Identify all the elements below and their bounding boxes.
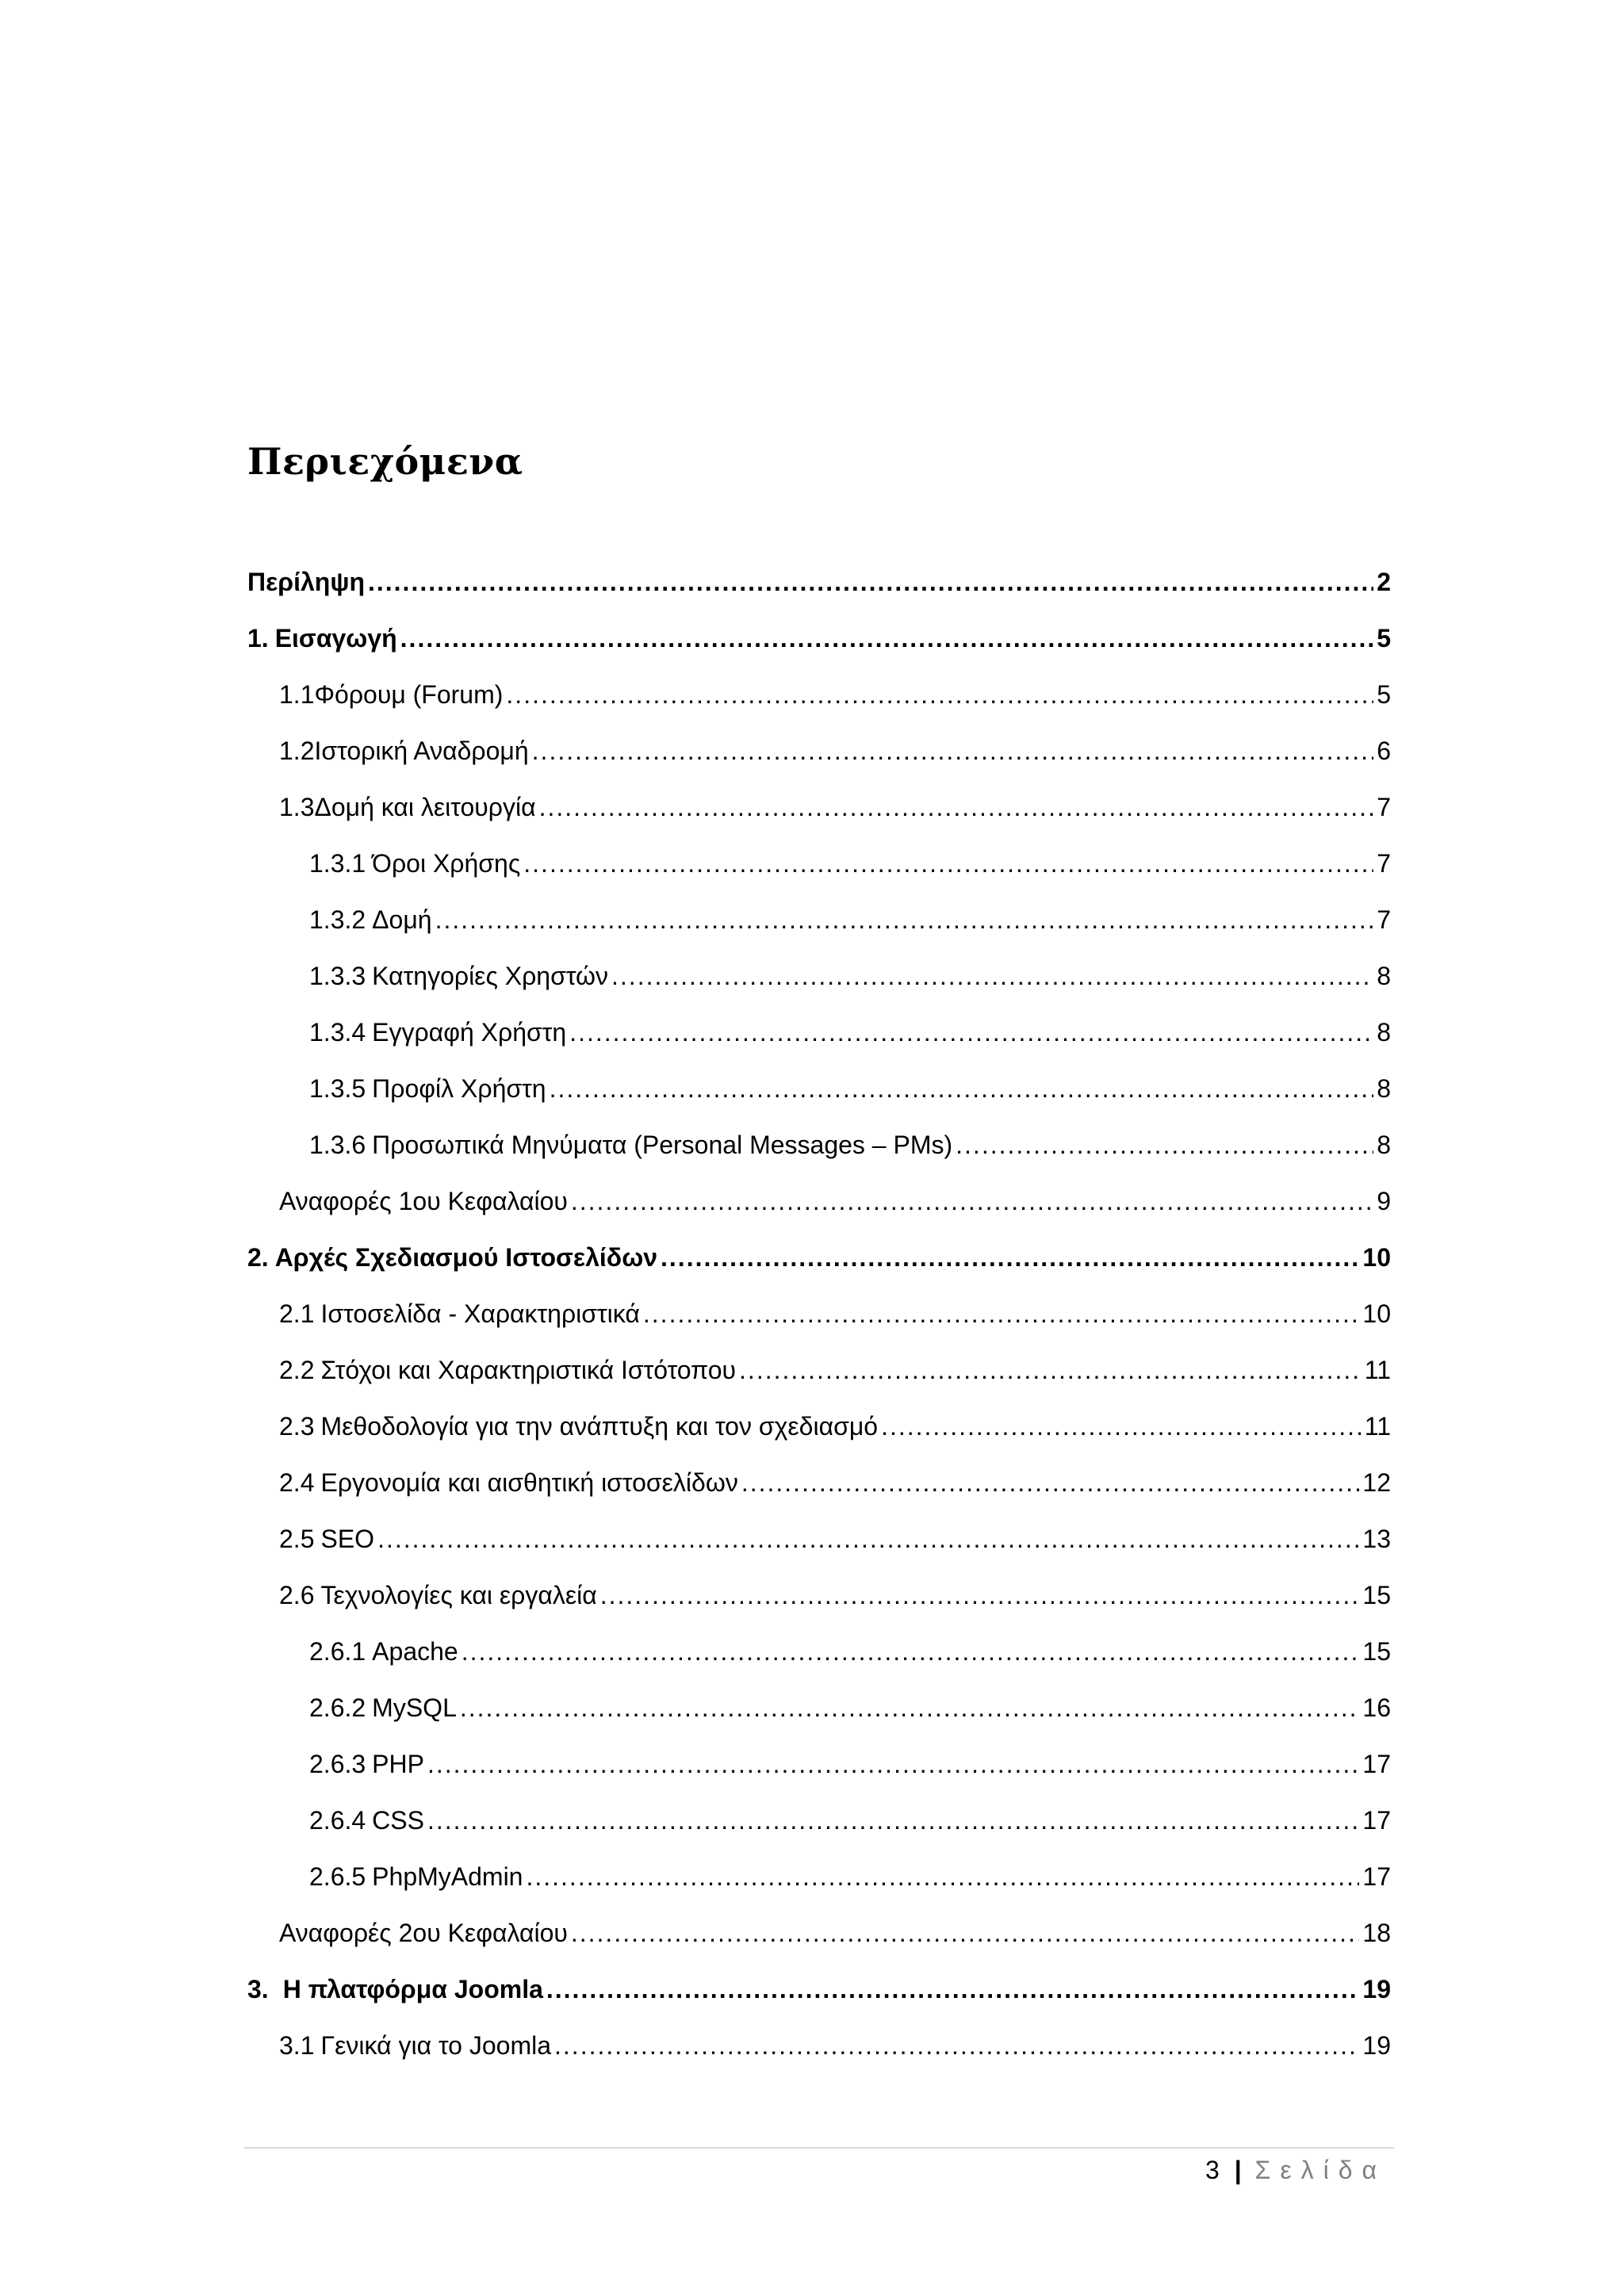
toc-heading: Περιεχόμενα (247, 440, 523, 483)
toc-entry-page: 11 (1364, 1412, 1391, 1441)
toc-entry-number: 2.6 (279, 1581, 315, 1609)
toc-entry-number: 1.3.2 (309, 905, 366, 934)
toc-leader-dots (741, 1465, 1360, 1500)
toc-leader-dots (600, 1578, 1360, 1613)
toc-entry-number: 1. (247, 624, 269, 652)
toc-entry-title: Αναφορές 2ου Κεφαλαίου (279, 1919, 568, 1947)
toc-entry-title: Εισαγωγή (274, 624, 397, 652)
toc-entry-page: 8 (1377, 962, 1391, 990)
toc-entry-number: 2.3 (279, 1412, 315, 1441)
toc-entry[interactable] (247, 1634, 1391, 1690)
toc-entry-page: 15 (1362, 1637, 1391, 1666)
toc-leader-dots (550, 1071, 1374, 1106)
toc-entry-page: 6 (1377, 737, 1391, 765)
toc-entry[interactable] (247, 902, 1391, 959)
toc-entry[interactable] (247, 1521, 1391, 1578)
toc-entry-page: 19 (1362, 1975, 1391, 2003)
toc-leader-dots (881, 1409, 1362, 1444)
toc-entry-title: Αρχές Σχεδιασμού Ιστοσελίδων (274, 1243, 658, 1272)
toc-entry[interactable] (247, 2028, 1391, 2084)
toc-entry[interactable] (247, 1972, 1391, 2028)
toc-entry-title: Δομή και λειτουργία (314, 793, 536, 821)
toc-entry-title: Εργονομία και αισθητική ιστοσελίδων (320, 1468, 738, 1497)
toc-entry-page: 5 (1377, 680, 1391, 709)
toc-entry-number: 2.6.3 (309, 1750, 366, 1778)
toc-entry-page: 17 (1362, 1806, 1391, 1835)
toc-entry-title: MySQL (372, 1693, 457, 1722)
toc-entry[interactable] (247, 1803, 1391, 1859)
toc-entry[interactable] (247, 1353, 1391, 1409)
toc-entry-title: Αναφορές 1ου Κεφαλαίου (279, 1187, 568, 1215)
toc-entry-title: Εγγραφή Χρήστη (372, 1018, 567, 1047)
toc-entry[interactable] (247, 621, 1391, 677)
toc-entry-number: 2.6.5 (309, 1862, 366, 1891)
toc-leader-dots (956, 1127, 1373, 1162)
toc-entry-title: Όροι Χρήσης (372, 849, 521, 878)
toc-entry[interactable] (247, 846, 1391, 902)
toc-leader-dots (462, 1634, 1360, 1669)
toc-entry-page: 8 (1377, 1131, 1391, 1159)
toc-entry[interactable] (247, 959, 1391, 1015)
toc-leader-dots (739, 1353, 1362, 1387)
toc-leader-dots (377, 1521, 1359, 1556)
toc-entry-title: PHP (372, 1750, 424, 1778)
toc-entry[interactable] (247, 1690, 1391, 1747)
toc-leader-dots (523, 846, 1373, 881)
toc-entry-number: 2. (247, 1243, 269, 1272)
toc-leader-dots (661, 1240, 1359, 1275)
toc-entry-number: 1.1 (279, 680, 315, 709)
footer-divider (244, 2147, 1394, 2149)
toc-entry-page: 17 (1362, 1862, 1391, 1891)
toc-entry-number: 1.3.6 (309, 1131, 366, 1159)
toc-entry-page: 10 (1362, 1243, 1391, 1272)
toc-entry[interactable] (247, 1071, 1391, 1127)
toc-entry-number: 1.3.3 (309, 962, 366, 990)
toc-leader-dots (554, 2028, 1359, 2063)
toc-entry-number: 1.3.5 (309, 1074, 366, 1103)
toc-entry-page: 8 (1377, 1074, 1391, 1103)
toc-leader-dots (526, 1859, 1359, 1894)
toc-leader-dots (539, 790, 1374, 825)
toc-entry-title: Apache (372, 1637, 458, 1666)
toc-entry[interactable] (247, 1465, 1391, 1521)
toc-entry-number: 2.4 (279, 1468, 315, 1497)
toc-entry-title: Προσωπικά Μηνύματα (Personal Messages – PMs) (372, 1131, 953, 1159)
toc-entry[interactable] (247, 733, 1391, 790)
toc-entry-title: Ιστοσελίδα - Χαρακτηριστικά (320, 1299, 640, 1328)
toc-entry-title: Περίληψη (247, 568, 365, 596)
toc-entry[interactable] (247, 564, 1391, 621)
toc-entry[interactable] (247, 1296, 1391, 1353)
toc-entry-title: Η πλατφόρμα Joomla (282, 1975, 543, 2003)
toc-entry-number: 3.1 (279, 2031, 315, 2060)
toc-entry[interactable] (247, 1015, 1391, 1071)
toc-entry-title: Δομή (372, 905, 432, 934)
toc-entry-number: 2.1 (279, 1299, 315, 1328)
toc-entry-page: 8 (1377, 1018, 1391, 1047)
toc-entry-page: 10 (1362, 1299, 1391, 1328)
toc-entry-number: 1.3.1 (309, 849, 366, 878)
toc-entry-title: Προφίλ Χρήστη (372, 1074, 546, 1103)
toc-entry-number: 2.2 (279, 1356, 315, 1384)
toc-entry-page: 7 (1377, 793, 1391, 821)
toc-entry-number: 2.5 (279, 1525, 315, 1553)
toc-entry[interactable] (247, 790, 1391, 846)
toc-entry-page: 17 (1362, 1750, 1391, 1778)
footer-separator: | (1234, 2156, 1242, 2184)
toc-leader-dots (569, 1015, 1373, 1050)
toc-entry[interactable] (247, 1184, 1391, 1240)
toc-entry-title: Γενικά για το Joomla (320, 2031, 552, 2060)
toc-entry-title: Μεθοδολογία για την ανάπτυξη και τον σχεδιασμό (320, 1412, 879, 1441)
toc-entry-number: 1.3 (279, 793, 315, 821)
toc-leader-dots (506, 677, 1373, 712)
toc-entry-title: Φόρουμ (Forum) (314, 680, 504, 709)
toc-leader-dots (611, 959, 1373, 993)
toc-leader-dots (460, 1690, 1360, 1725)
toc-entry-number: 1.2 (279, 737, 315, 765)
toc-entry-number: 2.6.2 (309, 1693, 366, 1722)
toc-entry[interactable] (247, 1859, 1391, 1915)
toc-entry-title: Στόχοι και Χαρακτηριστικά Ιστότοπου (320, 1356, 737, 1384)
page-number: 3 (1205, 2156, 1220, 2184)
toc-entry-page: 16 (1362, 1693, 1391, 1722)
toc-entry-page: 7 (1377, 849, 1391, 878)
toc-entry[interactable] (247, 1747, 1391, 1803)
toc-entry-page: 11 (1364, 1356, 1391, 1384)
toc-entry-title: Τεχνολογίες και εργαλεία (320, 1581, 597, 1609)
toc-leader-dots (368, 564, 1373, 599)
toc-leader-dots (427, 1803, 1359, 1838)
toc-entry-title: CSS (372, 1806, 424, 1835)
toc-entry[interactable] (247, 1915, 1391, 1972)
page-footer (1205, 2152, 1386, 2187)
toc-entry-number: 1.3.4 (309, 1018, 366, 1047)
page-word: Σελίδα (1254, 2156, 1386, 2184)
toc-entry-title: SEO (320, 1525, 375, 1553)
toc-entry-page: 19 (1362, 2031, 1391, 2060)
toc-entry-page: 9 (1377, 1187, 1391, 1215)
toc-entry-title: Κατηγορίες Χρηστών (372, 962, 609, 990)
toc-entry-number: 2.6.1 (309, 1637, 366, 1666)
toc-entry[interactable] (247, 1409, 1391, 1465)
toc-leader-dots (546, 1972, 1360, 2007)
toc-entry[interactable] (247, 1240, 1391, 1296)
toc-leader-dots (532, 733, 1374, 768)
toc-entry[interactable] (247, 677, 1391, 733)
toc-entry-page: 5 (1377, 624, 1391, 652)
toc-entry[interactable] (247, 1578, 1391, 1634)
toc-entry-title: PhpMyAdmin (372, 1862, 523, 1891)
toc-entry-number: 2.6.4 (309, 1806, 366, 1835)
toc-leader-dots (571, 1915, 1360, 1950)
toc-entry-page: 18 (1362, 1919, 1391, 1947)
toc-leader-dots (571, 1184, 1373, 1219)
toc-leader-dots (400, 621, 1374, 656)
toc-entry-page: 2 (1377, 568, 1391, 596)
toc-entry-number: 3. (247, 1975, 269, 2003)
toc-leader-dots (427, 1747, 1359, 1781)
toc-entry-page: 12 (1362, 1468, 1391, 1497)
toc-entry-title: Ιστορική Αναδρομή (314, 737, 529, 765)
toc-entry-page: 15 (1362, 1581, 1391, 1609)
toc-leader-dots (435, 902, 1374, 937)
toc-leader-dots (643, 1296, 1360, 1331)
toc-list (247, 564, 1391, 2084)
toc-entry-page: 7 (1377, 905, 1391, 934)
toc-entry[interactable] (247, 1127, 1391, 1184)
toc-entry-page: 13 (1362, 1525, 1391, 1553)
